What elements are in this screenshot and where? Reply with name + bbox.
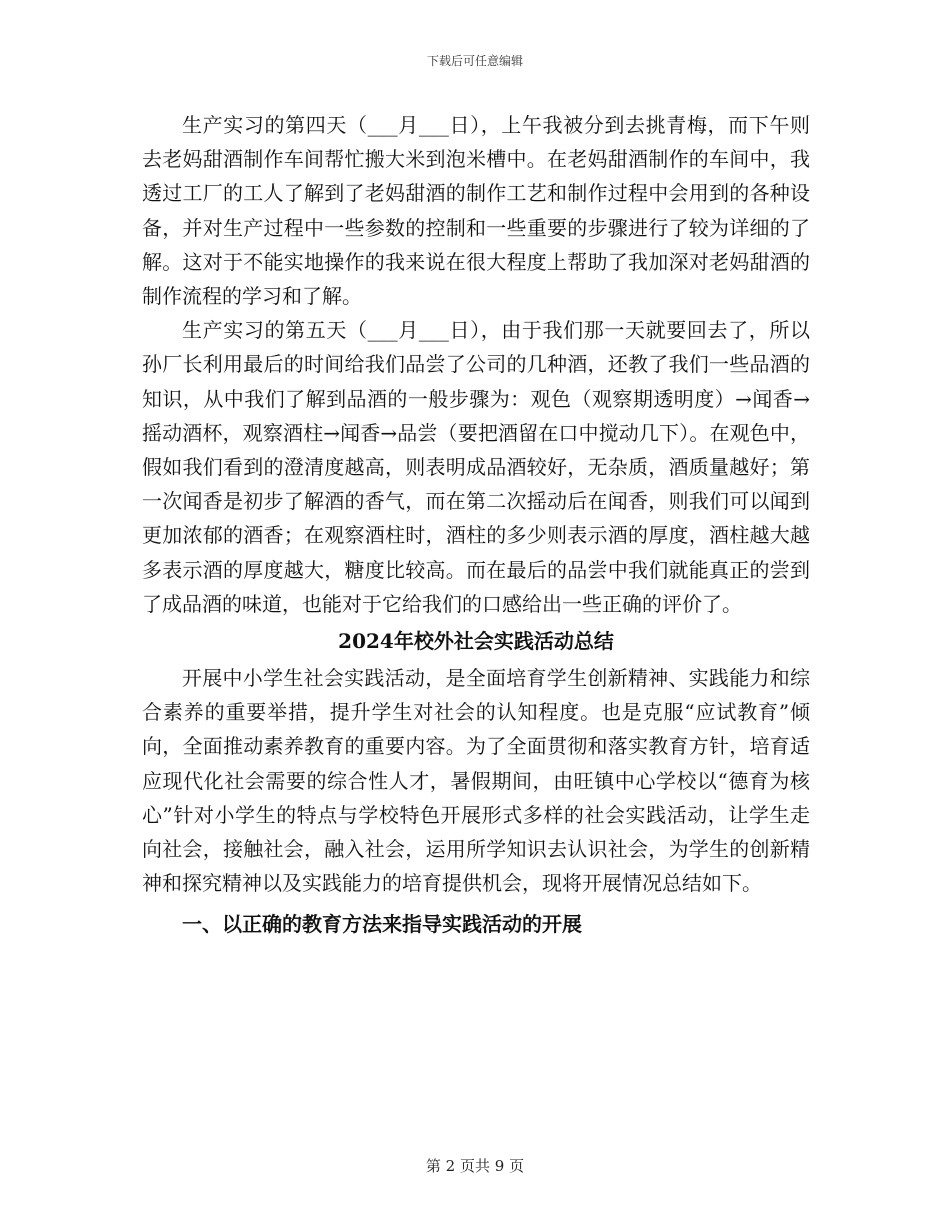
paragraph-introduction: 开展中小学生社会实践活动，是全面培育学生创新精神、实践能力和综合素养的重要举措，提升学生对社会的认知程度。也是克服“应试教育”倾向，全面推动素养教育的重要内容。为了全面贯彻和落实教育方针，培育适应现代化社会需要的综合性人才，暑假期间，由旺镇中心学校以“德育为核心”针对小学生的特点与学校特色开展形式多样的社会实践活动，让学生走向社会，接触社会，融入社会，运用所学知识去认识社会，为学生的创新精神和探究精神以及实践能力的培育提供机会，现将开展情况总结如下。 <box>142 666 810 896</box>
document-body <box>142 108 810 944</box>
page-header: 下载后可任意编辑 <box>426 54 523 68</box>
section-title: 2024年校外社会实践活动总结 <box>338 629 614 654</box>
paragraph-day-five: 生产实习的第五天（___月___日），由于我们那一天就要回去了，所以孙厂长利用最后的时间给我们品尝了公司的几种酒，还教了我们一些品酒的知识，从中我们了解到品酒的一般步骤为：观色（观察期透明度）→闻香→摇动酒杯，观察酒柱→闻香→品尝（要把酒留在口中搅动几下）。在观色中，假如我们看到的澄清度越高，则表明成品酒较好，无杂质，酒质量越好；第一次闻香是初步了解酒的香气，而在第二次摇动后在闻香，则我们可以闻到更加浓郁的酒香；在观察酒柱时，酒柱的多少则表示酒的厚度，酒柱越大越多表示酒的厚度越大，糖度比较高。而在最后的品尝中我们就能真正的尝到了成品酒的味道，也能对于它给我们的口感给出一些正确的评价了。 <box>142 318 810 616</box>
paragraph-day-four: 生产实习的第四天（___月___日），上午我被分到去挑青梅，而下午则去老妈甜酒制作车间帮忙搬大米到泡米槽中。在老妈甜酒制作的车间中，我透过工厂的工人了解到了老妈甜酒的制作工艺和制作过程中会用到的各种设备，并对生产过程中一些参数的控制和一些重要的步骤进行了较为详细的了解。这对于不能实地操作的我来说在很大程度上帮助了我加深对老妈甜酒的制作流程的学习和了解。 <box>142 113 810 309</box>
page-footer: 第 2 页共 9 页 <box>425 1157 525 1175</box>
subheading: 一、以正确的教育方法来指导实践活动的开展 <box>182 912 582 937</box>
